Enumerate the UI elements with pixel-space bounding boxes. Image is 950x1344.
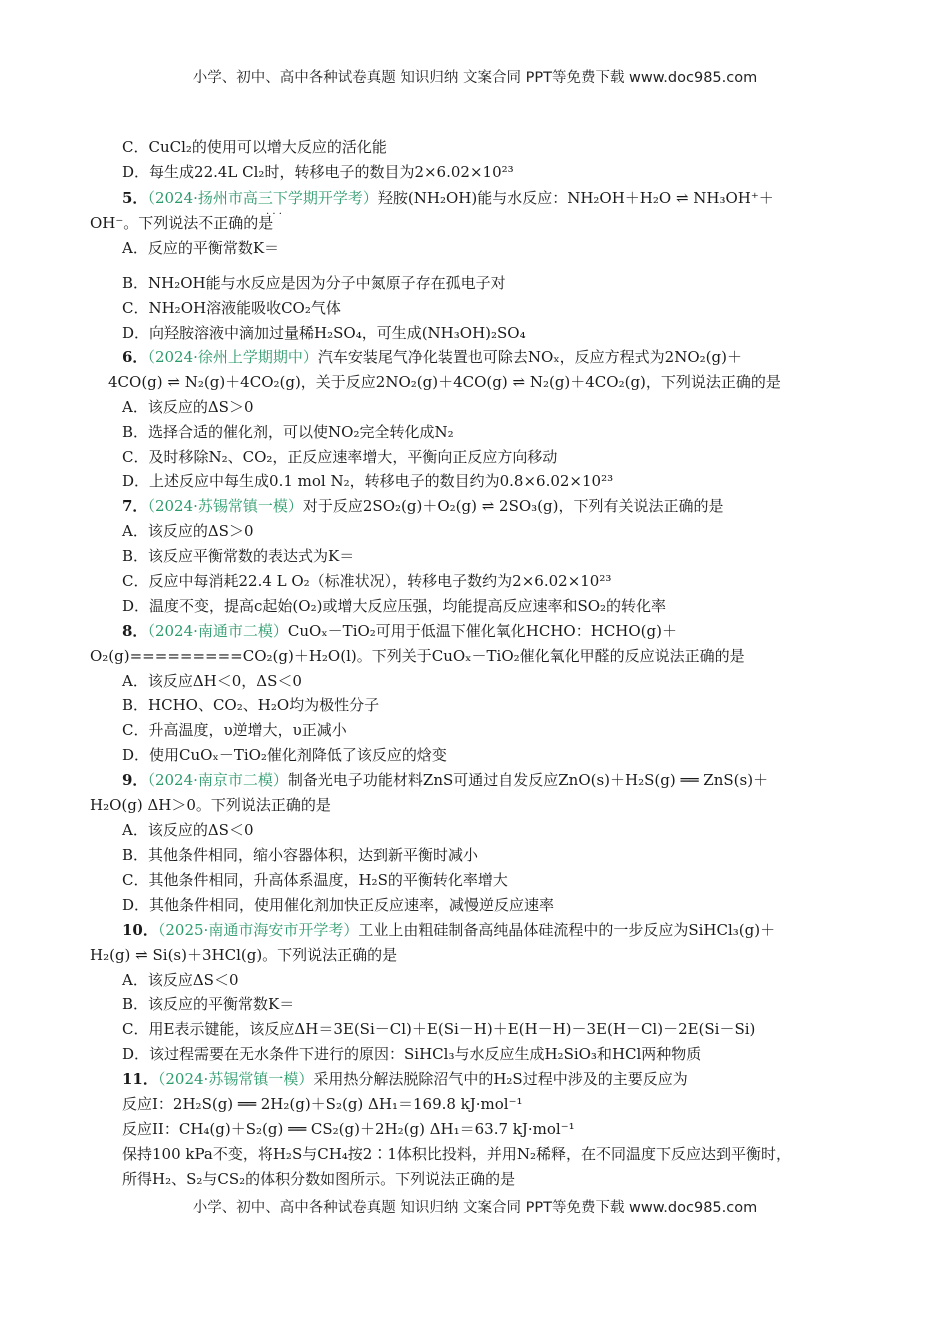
emphasis-dots: · · · xyxy=(266,209,282,220)
option-line: D．其他条件相同，使用催化剂加快正反应速率，减慢逆反应速率 xyxy=(122,896,555,914)
option-line: C．反应中每消耗22.4 L O₂（标准状况），转移电子数约为2×6.02×10²³ xyxy=(122,572,612,590)
option-line: C．CuCl₂的使用可以增大反应的活化能 xyxy=(122,138,387,156)
option-line: C．NH₂OH溶液能吸收CO₂气体 xyxy=(122,299,341,317)
option-line: B．该反应的平衡常数K＝ xyxy=(122,995,295,1013)
option-line: A．该反应的ΔS＜0 xyxy=(122,821,254,839)
option-line: B．该反应平衡常数的表达式为K＝ xyxy=(122,547,355,565)
option-line: C．其他条件相同，升高体系温度，H₂S的平衡转化率增大 xyxy=(122,871,508,889)
question-line: H₂O(g) ΔH＞0。下列说法正确的是 xyxy=(90,796,331,814)
option-line: C．升高温度，υ逆增大，υ正减小 xyxy=(122,721,347,739)
option-line: D．使用CuOₓ－TiO₂催化剂降低了该反应的焓变 xyxy=(122,746,447,764)
question-line: 4CO(g) ⇌ N₂(g)＋4CO₂(g)，关于反应2NO₂(g)＋4CO(g) ⇌ N₂(g)＋4CO₂(g)，下列说法正确的是 xyxy=(108,373,781,391)
option-line: B．HCHO、CO₂、H₂O均为极性分子 xyxy=(122,696,380,714)
option-line: A．反应的平衡常数K＝ xyxy=(122,239,280,257)
option-line: B．选择合适的催化剂，可以使NO₂完全转化成N₂ xyxy=(122,423,454,441)
question-8: 8．（2024·南通市二模）CuOₓ－TiO₂可用于低温下催化氧化HCHO：HCHO(g)＋ xyxy=(122,622,677,640)
option-line: D．该过程需要在无水条件下进行的原因：SiHCl₃与水反应生成H₂SiO₃和HCl两种物质 xyxy=(122,1045,702,1063)
page-footer: 小学、初中、高中各种试卷真题 知识归纳 文案合同 PPT等免费下载 www.doc985.com xyxy=(192,1200,758,1216)
question-line: OH⁻。下列说法不正确的是 xyxy=(90,214,274,232)
question-line: 保持100 kPa不变，将H₂S与CH₄按2∶1体积比投料，并用N₂稀释，在不同温度下反应达到平衡时， xyxy=(122,1145,792,1163)
option-line: D．上述反应中每生成0.1 mol N₂，转移电子的数目约为0.8×6.02×10²³ xyxy=(122,472,614,490)
question-9: 9．（2024·南京市二模）制备光电子功能材料ZnS可通过自发反应ZnO(s)＋H₂S(g) ══ ZnS(s)＋ xyxy=(122,771,769,789)
question-5: 5．（2024·扬州市高三下学期开学考）羟胺(NH₂OH)能与水反应：NH₂OH＋H₂O ⇌ NH₃OH⁺＋ xyxy=(122,189,774,207)
option-line: C．用E表示键能，该反应ΔH＝3E(Si－Cl)＋E(Si－H)＋E(H－H)－3E(H－Cl)－2E(Si－Si) xyxy=(122,1020,756,1038)
question-line: 所得H₂、S₂与CS₂的体积分数如图所示。下列说法正确的是 xyxy=(122,1170,516,1188)
option-line: D．向羟胺溶液中滴加过量稀H₂SO₄，可生成(NH₃OH)₂SO₄ xyxy=(122,324,526,342)
option-line: A．该反应的ΔS＞0 xyxy=(122,522,254,540)
option-line: A．该反应ΔH＜0，ΔS＜0 xyxy=(122,672,302,690)
question-7: 7．（2024·苏锡常镇一模）对于反应2SO₂(g)＋O₂(g) ⇌ 2SO₃(g)，下列有关说法正确的是 xyxy=(122,497,724,515)
reaction-line: 反应II：CH₄(g)＋S₂(g) ══ CS₂(g)＋2H₂(g) ΔH₁＝63.7 kJ·mol⁻¹ xyxy=(122,1120,575,1138)
option-line: D．温度不变，提高c起始(O₂)或增大反应压强，均能提高反应速率和SO₂的转化率 xyxy=(122,597,667,615)
option-line: B．NH₂OH能与水反应是因为分子中氮原子存在孤电子对 xyxy=(122,274,506,292)
page-header: 小学、初中、高中各种试卷真题 知识归纳 文案合同 PPT等免费下载 www.doc985.com xyxy=(192,70,758,86)
option-line: A．该反应ΔS＜0 xyxy=(122,971,239,989)
option-line: C．及时移除N₂、CO₂，正反应速率增大，平衡向正反应方向移动 xyxy=(122,448,558,466)
question-6: 6．（2024·徐州上学期期中）汽车安装尾气净化装置也可除去NOₓ，反应方程式为2NO₂(g)＋ xyxy=(122,348,742,366)
option-line: D．每生成22.4L Cl₂时，转移电子的数目为2×6.02×10²³ xyxy=(122,163,514,181)
question-10: 10．（2025·南通市海安市开学考）工业上由粗硅制备高纯晶体硅流程中的一步反应为SiHCl₃(g)＋ xyxy=(122,921,776,939)
question-line: H₂(g) ⇌ Si(s)＋3HCl(g)。下列说法正确的是 xyxy=(90,946,398,964)
reaction-line: 反应I：2H₂S(g) ══ 2H₂(g)＋S₂(g) ΔH₁＝169.8 kJ·mol⁻¹ xyxy=(122,1095,523,1113)
question-line: O₂(g)=========CO₂(g)＋H₂O(l)。下列关于CuOₓ－TiO₂催化氧化甲醛的反应说法正确的是 xyxy=(90,647,745,665)
question-11: 11．（2024·苏锡常镇一模）采用热分解法脱除沼气中的H₂S过程中涉及的主要反应为 xyxy=(122,1070,688,1088)
option-line: A．该反应的ΔS＞0 xyxy=(122,398,254,416)
option-line: B．其他条件相同，缩小容器体积，达到新平衡时减小 xyxy=(122,846,479,864)
